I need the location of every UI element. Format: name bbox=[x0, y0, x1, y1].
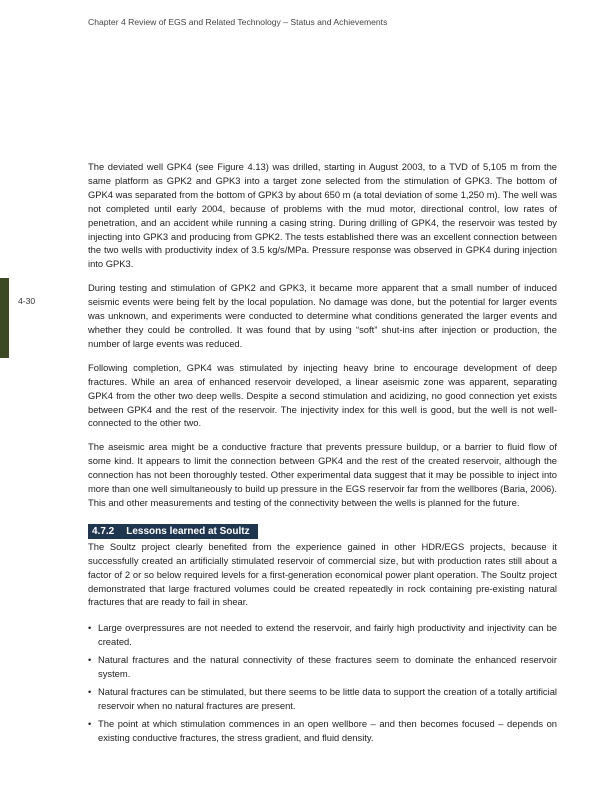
body-column bbox=[88, 0, 557, 769]
page-number: 4-30 bbox=[18, 296, 36, 306]
section-heading bbox=[88, 524, 258, 539]
section-number: 4.7.2 bbox=[92, 525, 115, 537]
running-header: Chapter 4 Review of EGS and Related Technology – Status and Achievements bbox=[88, 17, 388, 27]
bullet-text: Natural fractures can be stimulated, but there seems to be little data to support the creation of a totally artificial reservoir when no natural fractures are present. bbox=[98, 686, 557, 711]
bullet-marker: • bbox=[88, 717, 92, 729]
bullet-text: Large overpressures are not needed to extend the reservoir, and fairly high productivity and injectivity can be created. bbox=[98, 622, 557, 648]
paragraph: Following completion, GPK4 was stimulated by injecting heavy brine to encourage development of deep fractures. While an area of enhanced reservoir developed, a linear aseismic zone was apparent, separating GPK4 from the other two deep wells. Despite a second stimulation and acidizing, no good connection yet exists between GPK4 and the rest of the reservoir. The injectivity index for this well is good, but the well is not well-connected to the other two. bbox=[88, 361, 557, 429]
bullet-text: Natural fractures and the natural connectivity of these fractures seem to dominate the enhanced reservoir system. bbox=[98, 654, 557, 680]
bullet-item bbox=[88, 621, 557, 649]
section-title: Lessons learned at Soultz bbox=[126, 525, 250, 537]
chapter-tab-bar bbox=[0, 278, 9, 358]
bullet-item bbox=[88, 685, 557, 713]
bullet-marker: • bbox=[88, 686, 92, 697]
bullet-text: The point at which stimulation commences in an open wellbore – and then becomes focused – depends on existing conductive fractures, the stress gradient, and fluid density. bbox=[98, 717, 557, 743]
paragraph: The deviated well GPK4 (see Figure 4.13) was drilled, starting in August 2003, to a TVD of 5,105 m from the same platform as GPK2 and GPK3 into a target zone selected from the stimulation of GPK3. The bottom of GPK4 was separated from the bottom of GPK3 by about 650 m (a total deviation of some 1,250 m). The well was not completed until early 2004, because of problems with the mud motor, directional control, low rates of penetration, and an accident while running a casing string. During drilling of GPK4, the reservoir was tested by injecting into GPK3 and producing from GPK2. The tests established there was an excellent connection between the two wells with productivity index of 3.5 kg/s/MPa. Pressure response was observed in GPK4 during injection into GPK3. bbox=[88, 161, 557, 270]
paragraph: The Soultz project clearly benefited from the experience gained in other HDR/EGS projects, because it successfully created an artificially stimulated reservoir of commercial size, but with production rates still about a factor of 2 or so below required levels for a first-generation economical power plant operation. The Soultz project demonstrated that large fractured volumes could be created repeatedly in rock containing pre-existing natural fractures that are ready to fail in shear. bbox=[88, 540, 557, 608]
bullet-marker: • bbox=[88, 622, 92, 634]
paragraph: During testing and stimulation of GPK2 and GPK3, it became more apparent that a small number of induced seismic events were being felt by the local population. No damage was done, but the potential for larger events was unknown, and experiments were conducted to determine what conditions generated the larger events and whether they could be controlled. It was found that by using “soft” shut-ins after injection or production, the number of large events was reduced. bbox=[88, 282, 557, 349]
bullet-marker: • bbox=[88, 654, 92, 666]
paragraph: The aseismic area might be a conductive fracture that prevents pressure buildup, or a barrier to fluid flow of some kind. It appears to limit the connection between GPK4 and the rest of the created reservoir, although the connection has not been thoroughly tested. Other experimental data suggest that it may be possible to inject into more than one well simultaneously to build up pressure in the EGS reservoir far from the wellbores (Baria, 2006). This and other measurements and testing of the connectivity between the wells is planned for the future. bbox=[88, 441, 557, 508]
bullet-item bbox=[88, 653, 557, 681]
bullet-item bbox=[88, 717, 557, 745]
